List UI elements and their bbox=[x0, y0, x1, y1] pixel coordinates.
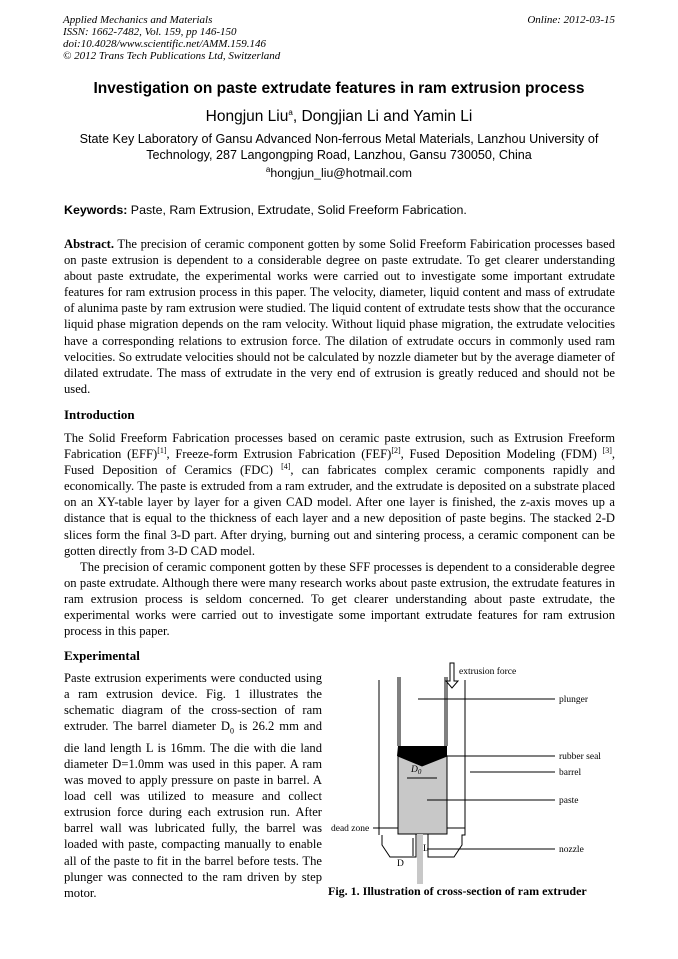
svg-text:paste: paste bbox=[559, 796, 579, 806]
experimental-body: Paste extrusion experiments were conducted using a ram extrusion device. Fig. 1 illustrates the schematic diagram of the cross-section of ram extruder. The barrel diameter $D_0$ is 26.2 mm and die land length L is 16mm. The die with die land diameter D=1.0mm was used in this paper. A ram was moved to apply pressure on paste in barrel. A load cell was utilized to measure and collect extrusion force during each extrusion run. After barrel wall was lubricated fully, the barrel was loaded with paste, compacting manually to enable all of the paste to fit in the barrel before tests. The plunger was connected to the ram driven by step motor. bbox=[64, 671, 322, 900]
svg-text:L: L bbox=[423, 844, 429, 854]
svg-text:rubber seal: rubber seal bbox=[559, 752, 601, 762]
email: $^a$hongjun_liu@hotmail.com bbox=[265, 164, 413, 180]
experimental-heading: Experimental bbox=[64, 648, 140, 663]
svg-text:nozzle: nozzle bbox=[559, 845, 584, 855]
abstract: Abstract. The precision of ceramic component gotten by some Solid Freeform Fabirication processes based on paste extrusion is dependent to a considerable degree on paste extrudate. To get clearer understanding about paste extrudate, the experimental works were carried out to investigate some important extrudate features for ram extrusion process in this paper. The velocity, diameter, liquid content and mass of extrudate of alunima paste by ram extrusion were studied. The liquid content of extrudate tests show that the occurance liquid phase migration depends on the ram velocity. Without liquid phase migration, the extrudate velocities have a corresponding relations to extrusion force. The dilation of extrudate occurs in commonly used ram velocities. So extrudate velocities should not be calculated by nozzle diameter but by the average diameter of dilated extrudate. The mass of extrudate in the very end of extrusion is greatly reduced and should not be used. bbox=[64, 237, 615, 396]
force-arrow-icon bbox=[446, 663, 458, 688]
extruder-diagram bbox=[331, 660, 625, 875]
doi: doi:10.4028/www.scientific.net/AMM.159.146 bbox=[63, 38, 266, 50]
svg-text:barrel: barrel bbox=[559, 768, 582, 778]
journal-name: Applied Mechanics and Materials bbox=[63, 14, 213, 26]
authors: Hongjun Liu$^a$, Dongjian Li and Yamin Li bbox=[205, 107, 473, 125]
paste bbox=[398, 756, 447, 834]
svg-text:extrusion force: extrusion force bbox=[459, 667, 517, 677]
svg-text:D: D bbox=[397, 859, 404, 869]
copyright: © 2012 Trans Tech Publications Ltd, Switzerland bbox=[63, 50, 281, 62]
affiliation: State Key Laboratory of Gansu Advanced Non-ferrous Metal Materials, Lanzhou University of Technology, 287 Langongping Road, Lanzhou, Gansu 730050, China bbox=[79, 132, 599, 162]
journal-info bbox=[63, 14, 280, 62]
introduction-body: The Solid Freeform Fabrication processes based on ceramic paste extrusion, such as Extrusion Freeform Fabrication (EFF)[1], Freeze-form Extrusion Fabrication (FEF)[2], Fused Deposition Modeling (FDM) [3], Fused Deposition of Ceramics (FDC) [4], can fabricates complex ceramic components rapidly and economically. The paste is extruded from a ram extruder, and the extrudate is deposited on a substrate placed on an XY-table layer by layer for a given CAD model. After one layer is finished, the z-axis moves up a distance that is equal to the thickness of each layer and a new deposition of paste begins. The stacked 2-D slices form the final 3-D part. After drying, burning out and sintering process, a ceramic component can be gotten directly from 3-D CAD model. The precision of ceramic component gotten by these SFF processes is dependent to a considerable degree on paste extrudate. Although there were many research works about paste extrusion, the extrudate features in ram extrusion process is seldom concerned. To get clearer understanding about paste extrudate, the experimental works were carried out to investigate some important extrudate features for ram extrusion process in this paper. bbox=[64, 431, 616, 639]
svg-text:plunger: plunger bbox=[559, 695, 589, 705]
figure-caption: Fig. 1. Illustration of cross-section of ram extruder bbox=[328, 884, 587, 898]
paper-title: Investigation on paste extrudate features in ram extrusion process bbox=[93, 80, 585, 97]
online-date: Online: 2012-03-15 bbox=[527, 14, 615, 26]
issn: ISSN: 1662-7482, Vol. 159, pp 146-150 bbox=[63, 26, 237, 38]
keywords: Keywords: Paste, Ram Extrusion, Extrudate, Solid Freeform Fabrication. bbox=[64, 203, 467, 217]
svg-text:dead zone: dead zone bbox=[331, 824, 370, 834]
svg-text:D0: $D_0$ bbox=[411, 765, 422, 776]
introduction-heading: Introduction bbox=[64, 407, 135, 422]
